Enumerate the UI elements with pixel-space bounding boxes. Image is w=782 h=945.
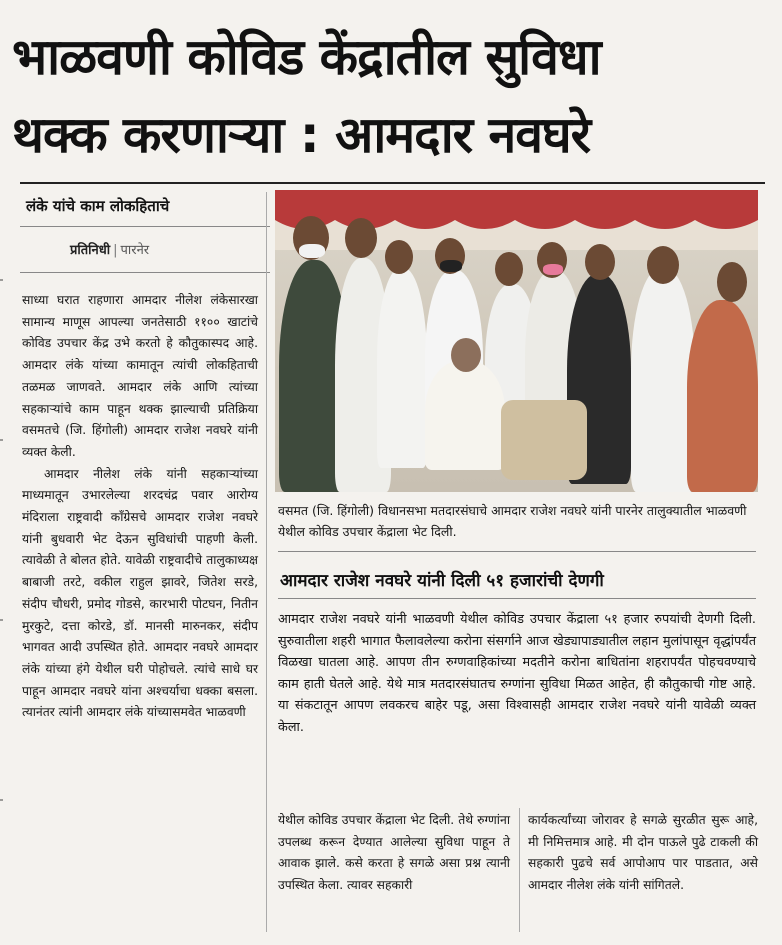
section-rule bbox=[278, 598, 756, 599]
byline-place: पारनेर bbox=[120, 243, 150, 258]
byline-author: प्रतिनिधी bbox=[70, 243, 111, 258]
headline bbox=[12, 18, 772, 174]
elder-head bbox=[451, 338, 481, 372]
left-paragraph-2: आमदार नीलेश लंके यांनी सहकाऱ्यांच्या माध्यमातून उभारलेल्या शरदचंद्र पवार आरोग्य मंदिराला राष्ट्रवादी काँग्रेसचे आमदार राजेश नवघरे यांनी बुधवारी भेट देऊन सुविधांची पाहणी केली. त्यावेळी ते बोलत होते. यावेळी राष्ट्रवादीचे तालुकाध्यक्ष बाबाजी तरटे, वकील राहुल झावरे, जितेश सरडे, संदीप चौधरी, प्रमोद गोडसे, कारभारी पोटघन, नितीन मुरकुटे, दत्ता कोरडे, डॉ. मानसी मारुनकर, संदीप भागवत आदी उपस्थित होते. आमदार नवघरे आमदार लंके यांच्या हंगे येथील घरी पोहोचले. त्यांचे साधे घर पाहून आमदार नवघरे यांना अश्चर्याचा धक्का बसला. त्यानंतर त्यांनी आमदार लंके यांच्यासमवेत भाळवणी bbox=[22, 466, 258, 720]
photo-caption: वसमत (जि. हिंगोली) विधानसभा मतदारसंघाचे आमदार राजेश नवघरे यांनी पारनेर तालुक्यातील भाळवणी येथील कोविड उपचार केंद्राला भेट दिली. bbox=[278, 503, 747, 539]
headline-line-1: भाळवणी कोविड केंद्रातील सुविधा bbox=[12, 28, 601, 86]
person-head bbox=[385, 240, 413, 274]
person-figure bbox=[377, 268, 427, 468]
middle-column: येथील कोविड उपचार केंद्राला भेट दिली. तेथे रुग्णांना उपलब्ध करून देण्यात आलेल्या सुविधा पाहून ते आवाक झाले. कसे करता हे सगळे असा प्रश्न त्यानी उपस्थित केला. त्यावर सहकारी bbox=[278, 813, 510, 893]
face-mask bbox=[440, 260, 462, 272]
news-photo bbox=[275, 190, 758, 492]
headline-line-2: थक्क करणाऱ्या : आमदार नवघरे bbox=[12, 106, 591, 164]
section-body: आमदार राजेश नवघरे यांनी भाळवणी येथील कोविड उपचार केंद्राला ५१ हजार रुपयांची देणगी दिली. सुरुवातीला शहरी भागात फैलावलेल्या करोना संसर्गाने आज खेड्यापाड्यातील लहान मुलांपासून वृद्धांपर्यंत विळखा घातला आहे. आपण तीन रुग्णवाहिकांच्या मदतीने करोना बाधितांना शहरापर्यंत पोहचवण्याचे काम हाती घेतले आहे. येथे मात्र मतदारसंघातच रुग्णांना सुविधा मिळत आहेत, ही कौतुकाची गोष्ट आहे. या संकटातून आपण लवकरच बाहेर पडू, असा विश्वासही आमदार राजेश नवघरे यांनी यावेळी व्यक्त केला. bbox=[278, 612, 756, 735]
byline bbox=[70, 240, 270, 258]
person-head bbox=[495, 252, 523, 286]
person-figure bbox=[687, 300, 758, 492]
headline-rule bbox=[20, 182, 765, 184]
bedding bbox=[501, 400, 587, 480]
person-head bbox=[345, 218, 377, 258]
left-paragraph-1: साध्या घरात राहणारा आमदार नीलेश लंकेसारखा सामान्य माणूस आपल्या जनतेसाठी ११०० खाटांचे कोविड उपचार केंद्र उभे करतो हे कौतुकास्पद आहे. आमदार लंके यांच्या कामातून त्यांची लोकहिताची तळमळ जाणवते. आमदार लंके आणि त्यांच्या सहकाऱ्यांचे काम पाहून थक्क झाल्याची प्रतिक्रिया वसमतचे (जि. हिंगोली) आमदार राजेश नवघरे यांनी व्यक्त केली. bbox=[22, 293, 258, 459]
person-head bbox=[585, 244, 615, 280]
caption-rule bbox=[278, 551, 756, 552]
byline-separator: | bbox=[113, 243, 118, 258]
column-divider-left bbox=[266, 192, 267, 932]
column-divider-right bbox=[519, 808, 520, 932]
seated-elder bbox=[425, 360, 505, 470]
byline-rule bbox=[20, 272, 270, 273]
face-mask bbox=[543, 264, 563, 275]
subhead-rule bbox=[20, 226, 270, 227]
subhead: लंके यांचे काम लोकहिताचे bbox=[26, 197, 170, 215]
right-column: कार्यकर्त्यांच्या जोरावर हे सगळे सुरळीत सुरू आहे, मी निमित्तमात्र आहे. मी दोन पाऊले पुढे टाकली की सहकारी पुढचे सर्व आपोआप पार पाडतात, असे आमदार नीलेश लंके यांनी सांगितले. bbox=[528, 813, 758, 893]
person-head bbox=[647, 246, 679, 284]
face-mask bbox=[299, 244, 325, 258]
person-head bbox=[717, 262, 747, 302]
person-figure bbox=[631, 268, 695, 492]
section-heading: आमदार राजेश नवघरे यांनी दिली ५१ हजारांची देणगी bbox=[280, 571, 604, 591]
left-column bbox=[22, 290, 258, 724]
margin-marks bbox=[0, 240, 4, 940]
